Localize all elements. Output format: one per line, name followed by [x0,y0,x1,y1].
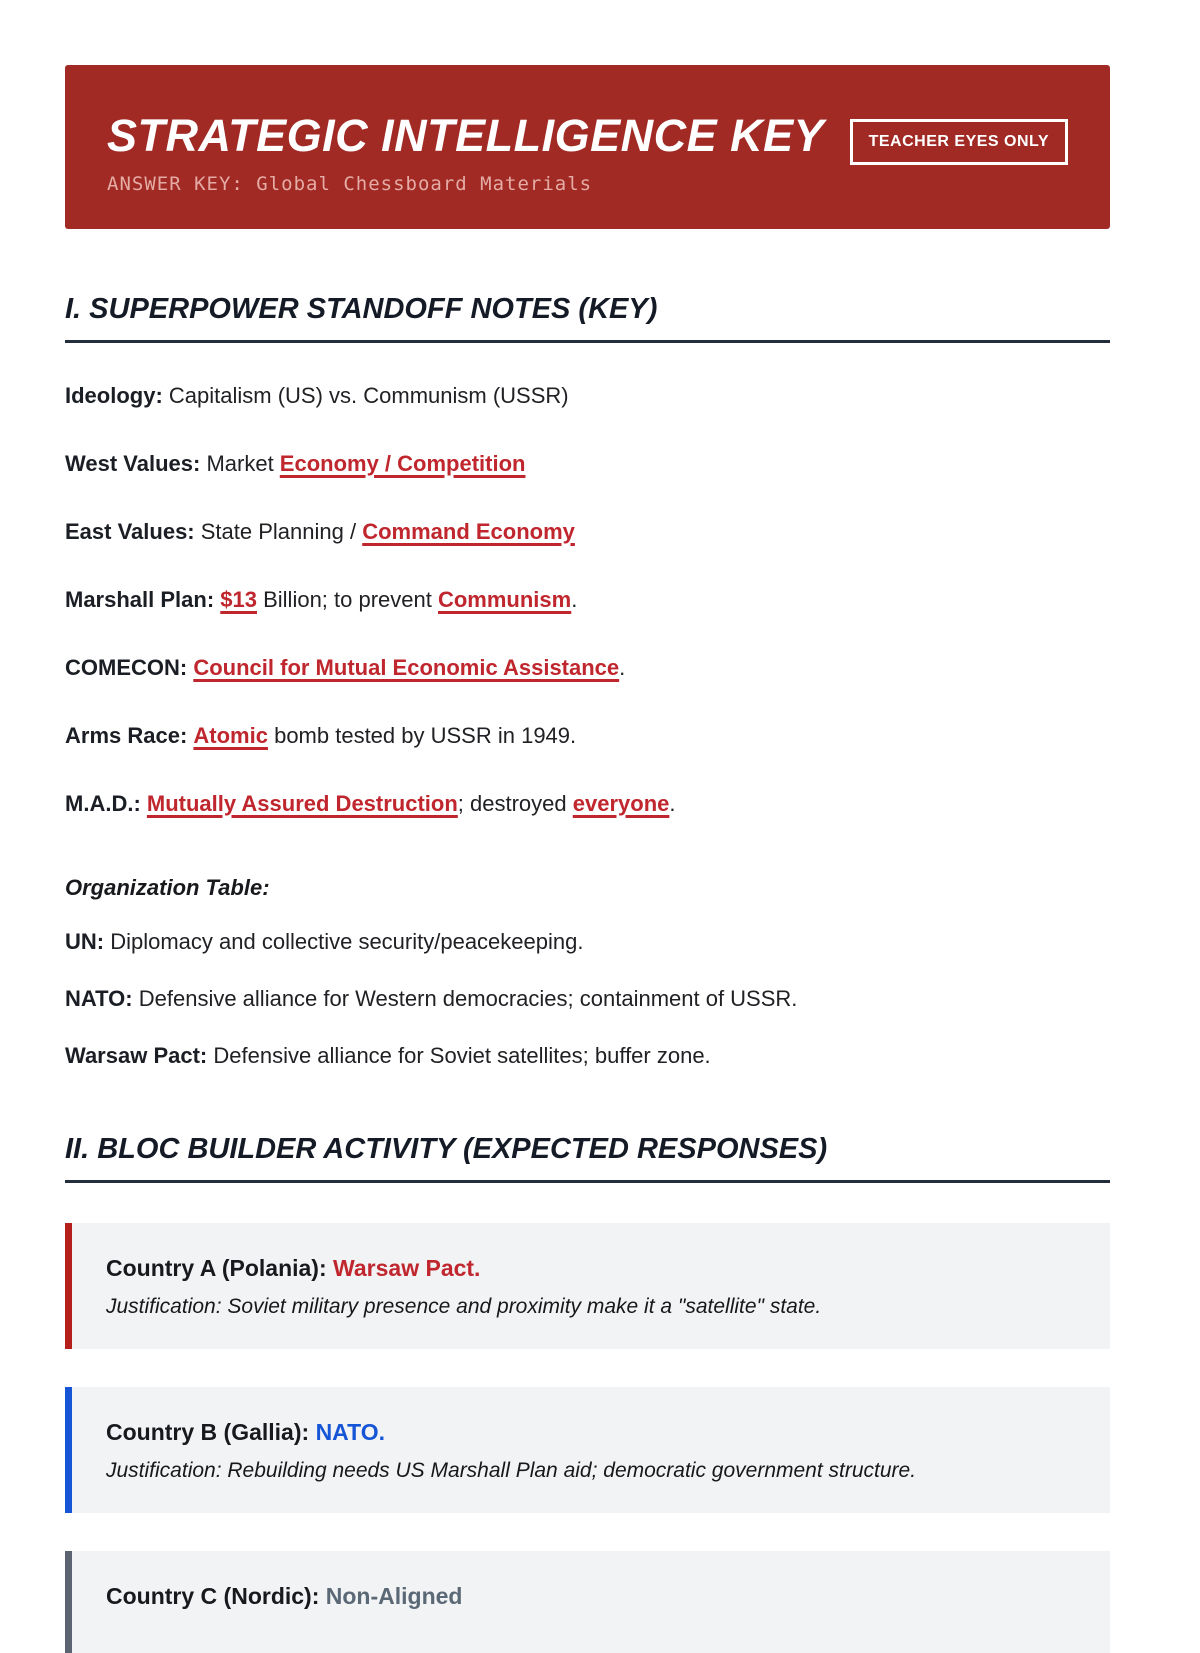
org-text: Defensive alliance for Western democracies; containment of USSR. [132,986,798,1011]
header-banner [65,65,1110,229]
note-answer: Communism [437,587,572,612]
note-answer: Atomic [193,723,268,748]
note-line-marshall-plan [65,587,1110,613]
bloc-card-country-a [65,1223,1110,1349]
org-text: Diplomacy and collective security/peacekeeping. [104,929,584,954]
note-answer: Council for Mutual Economic Assistance [193,655,620,680]
note-label: West Values: [65,451,201,476]
card-label: Country A (Polania): [106,1255,327,1281]
document-content [65,293,1110,1653]
note-text: Market [200,451,280,476]
note-label: Arms Race: [65,723,188,748]
note-line-east-values [65,519,1110,545]
org-line-warsaw-pact [65,1043,1110,1069]
org-line-un [65,929,1110,955]
note-text: Capitalism (US) vs. Communism (USSR) [162,383,569,408]
note-answer: everyone [572,791,670,816]
note-answer: $13 [220,587,257,612]
page-title: STRATEGIC INTELLIGENCE KEY [107,109,825,161]
bloc-card-country-b [65,1387,1110,1513]
note-text: ; destroyed [457,791,573,816]
section2-heading: II. BLOC BUILDER ACTIVITY (EXPECTED RESPONSES) [65,1133,1110,1183]
note-text: . [669,791,676,816]
section1-heading: I. SUPERPOWER STANDOFF NOTES (KEY) [65,293,1110,343]
org-text: Defensive alliance for Soviet satellites; buffer zone. [207,1043,711,1068]
note-line-arms-race [65,723,1110,749]
teacher-eyes-only-badge: TEACHER EYES ONLY [850,119,1068,165]
note-line-ideology [65,383,1110,409]
note-label: Ideology: [65,383,163,408]
note-text: Billion; to prevent [257,587,438,612]
org-label: UN: [65,929,105,954]
note-label: Marshall Plan: [65,587,215,612]
header-row [107,105,1068,165]
card-label: Country C (Nordic): [106,1583,320,1609]
card-title [106,1255,1076,1282]
card-title [106,1583,1076,1610]
note-line-west-values [65,451,1110,477]
org-label: Warsaw Pact: [65,1043,208,1068]
org-label: NATO: [65,986,133,1011]
bloc-card-country-c [65,1551,1110,1653]
note-label: East Values: [65,519,195,544]
card-title [106,1419,1076,1446]
note-text: State Planning / [194,519,363,544]
note-line-comecon [65,655,1110,681]
note-answer: Mutually Assured Destruction [146,791,458,816]
org-line-nato [65,986,1110,1012]
card-answer: Non-Aligned [325,1583,463,1609]
note-answer: Economy / Competition [279,451,526,476]
note-label: M.A.D.: [65,791,141,816]
card-justification: Justification: Rebuilding needs US Marshall Plan aid; democratic government structure. [106,1459,917,1482]
note-label: COMECON: [65,655,188,680]
note-text: bomb tested by USSR in 1949. [267,723,577,748]
note-line-mad [65,791,1110,817]
card-justification: Justification: Soviet military presence and proximity make it a "satellite" state. [106,1295,822,1318]
card-answer: Warsaw Pact. [333,1255,481,1281]
organization-table-heading: Organization Table: [65,875,270,900]
header-subtitle: ANSWER KEY: Global Chessboard Materials [107,173,593,195]
note-text: . [619,655,626,680]
note-text: . [571,587,578,612]
card-label: Country B (Gallia): [106,1419,310,1445]
note-answer: Command Economy [362,519,575,544]
card-answer: NATO. [315,1419,385,1445]
